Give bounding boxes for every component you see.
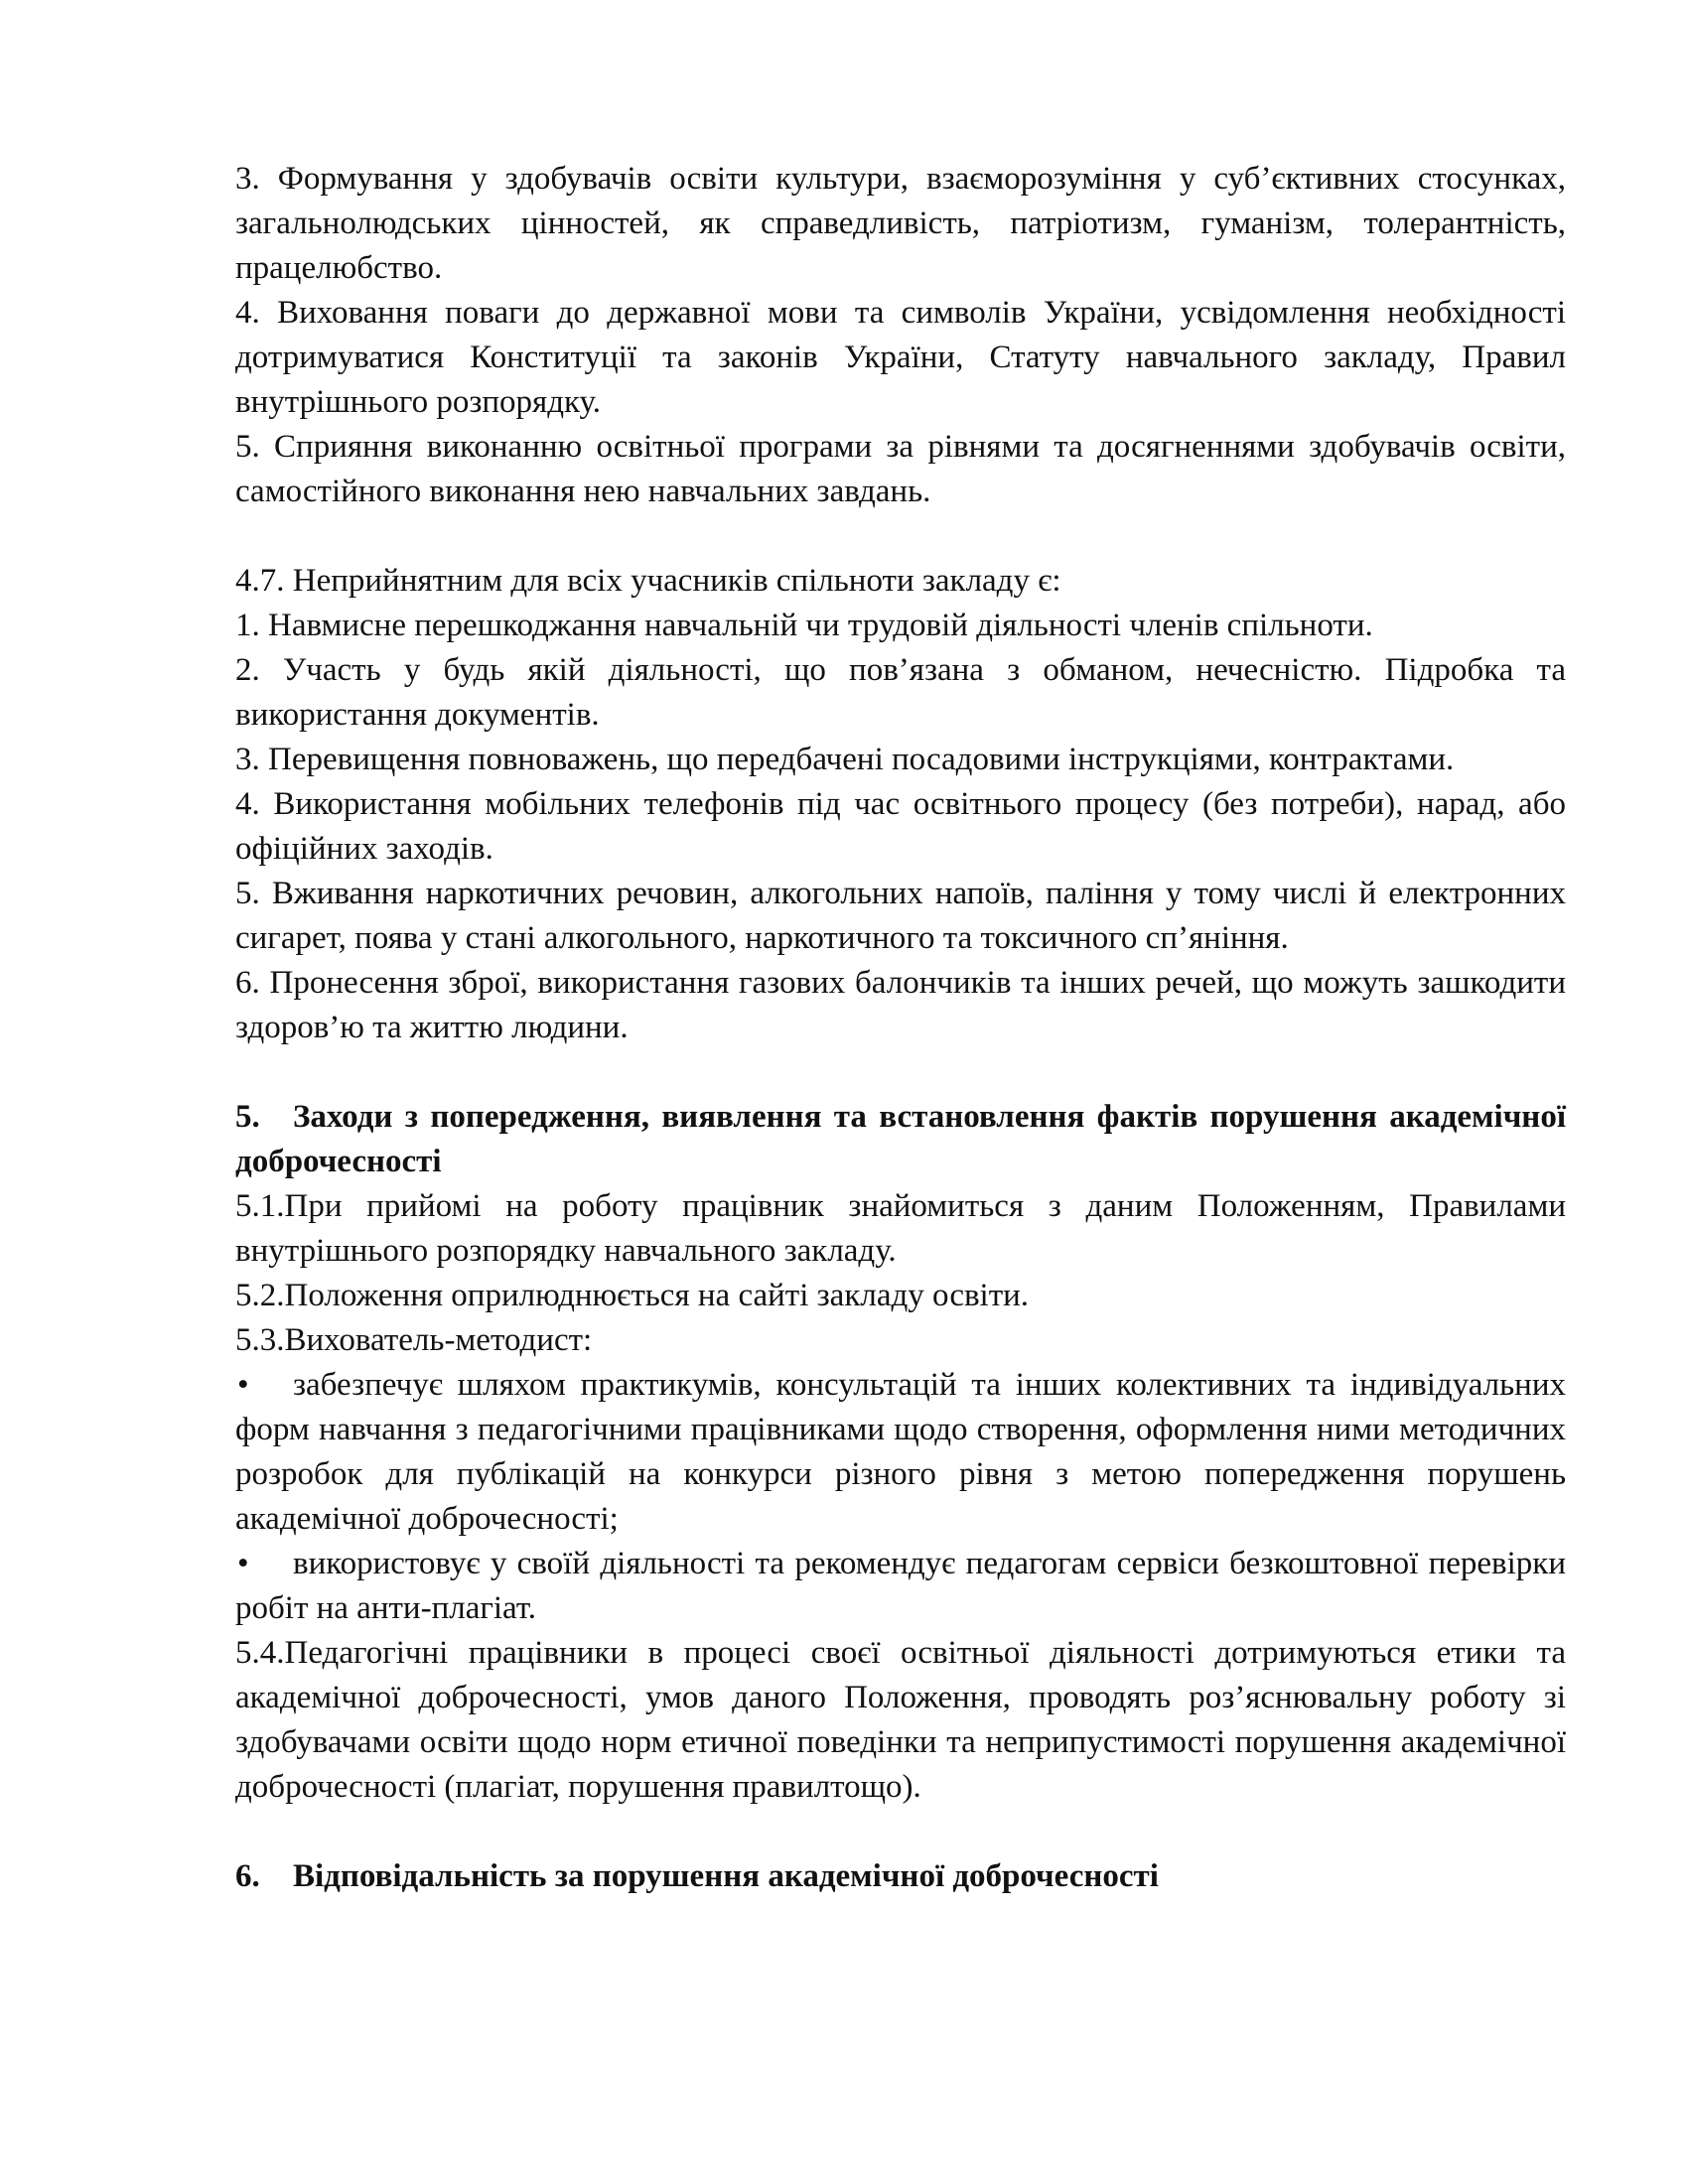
spacer [235, 1050, 1566, 1095]
section-5-heading [235, 1095, 1566, 1184]
paragraph-5-1: 5.1.При прийомі на роботу працівник знайомиться з даним Положенням, Правилами внутрішнього розпорядку навчального закладу. [235, 1188, 1566, 1269]
bullet-icon: • [237, 1367, 249, 1403]
paragraph-4-respect: 4. Виховання поваги до державної мови та символів України, усвідомлення необхідності дотримуватися Конституції та законів України, Статуту навчального закладу, Правил внутрішнього розпорядку. [235, 295, 1566, 420]
section-6-number: 6. [235, 1858, 260, 1894]
paragraph-3-culture: 3. Формування у здобувачів освіти культури, взаєморозуміння у суб’єктивних стосунках, загальнолюдських цінностей, як справедливість, патріотизм, гуманізм, толерантність, працелюбство. [235, 161, 1566, 286]
paragraph-5-4: 5.4.Педагогічні працівники в процесі своєї освітньої діяльності дотримуються етики та академічної доброчесності, умов даного Положення, проводять роз’яснювальну роботу зі здобувачами освіти щодо норм етичної поведінки та неприпустимості порушення академічної доброчесності (плагіат, порушення правилтощо). [235, 1635, 1566, 1805]
bullet-item-1 [235, 1363, 1566, 1542]
unacceptable-item-3: 3. Перевищення повноважень, що передбачені посадовими інструкціями, контрактами. [235, 742, 1455, 777]
bullet-icon: • [237, 1546, 249, 1581]
bullet-text-2: використовує у своїй діяльності та рекомендує педагогам сервіси безкоштовної перевірки робіт на анти-плагіат. [235, 1546, 1566, 1626]
paragraph-5-program: 5. Сприяння виконанню освітньої програми за рівнями та досягненнями здобувачів освіти, самостійного виконання нею навчальних завдань. [235, 429, 1566, 509]
spacer [235, 514, 1566, 559]
unacceptable-item-6: 6. Пронесення зброї, використання газових балончиків та інших речей, що можуть зашкодити здоров’ю та життю людини. [235, 965, 1566, 1045]
section-6-title: Відповідальність за порушення академічної доброчесності [293, 1858, 1159, 1894]
unacceptable-item-1: 1. Навмисне перешкоджання навчальній чи трудовій діяльності членів спільноти. [235, 608, 1373, 643]
section-5-number: 5. [235, 1099, 260, 1135]
paragraph-5-2: 5.2.Положення оприлюднюється на сайті закладу освіти. [235, 1278, 1030, 1313]
spacer [235, 1810, 1566, 1854]
section-6-heading [235, 1854, 1566, 1899]
paragraph-5-3: 5.3.Вихователь-методист: [235, 1322, 593, 1358]
bullet-item-2 [235, 1542, 1566, 1631]
section-5-title: Заходи з попередження, виявлення та встановлення фактів порушення академічної доброчесності [235, 1099, 1566, 1179]
unacceptable-item-2: 2. Участь у будь якій діяльності, що пов’язана з обманом, нечесністю. Підробка та використання документів. [235, 652, 1566, 733]
unacceptable-item-5: 5. Вживання наркотичних речовин, алкогольних напоїв, паління у тому числі й електронних сигарет, поява у стані алкогольного, наркотичного та токсичного сп’яніння. [235, 876, 1566, 956]
unacceptable-item-4: 4. Використання мобільних телефонів під час освітнього процесу (без потреби), нарад, або офіційних заходів. [235, 786, 1566, 867]
document-page [235, 157, 1566, 1899]
section-4-7-intro: 4.7. Неприйнятним для всіх учасників спільноти закладу є: [235, 563, 1061, 599]
bullet-text-1: забезпечує шляхом практикумів, консультацій та інших колективних та індивідуальних форм навчання з педагогічними працівниками щодо створення, оформлення ними методичних розробок для публікацій на конкурси різного рівня з метою попередження порушень академічної доброчесності; [235, 1367, 1566, 1537]
